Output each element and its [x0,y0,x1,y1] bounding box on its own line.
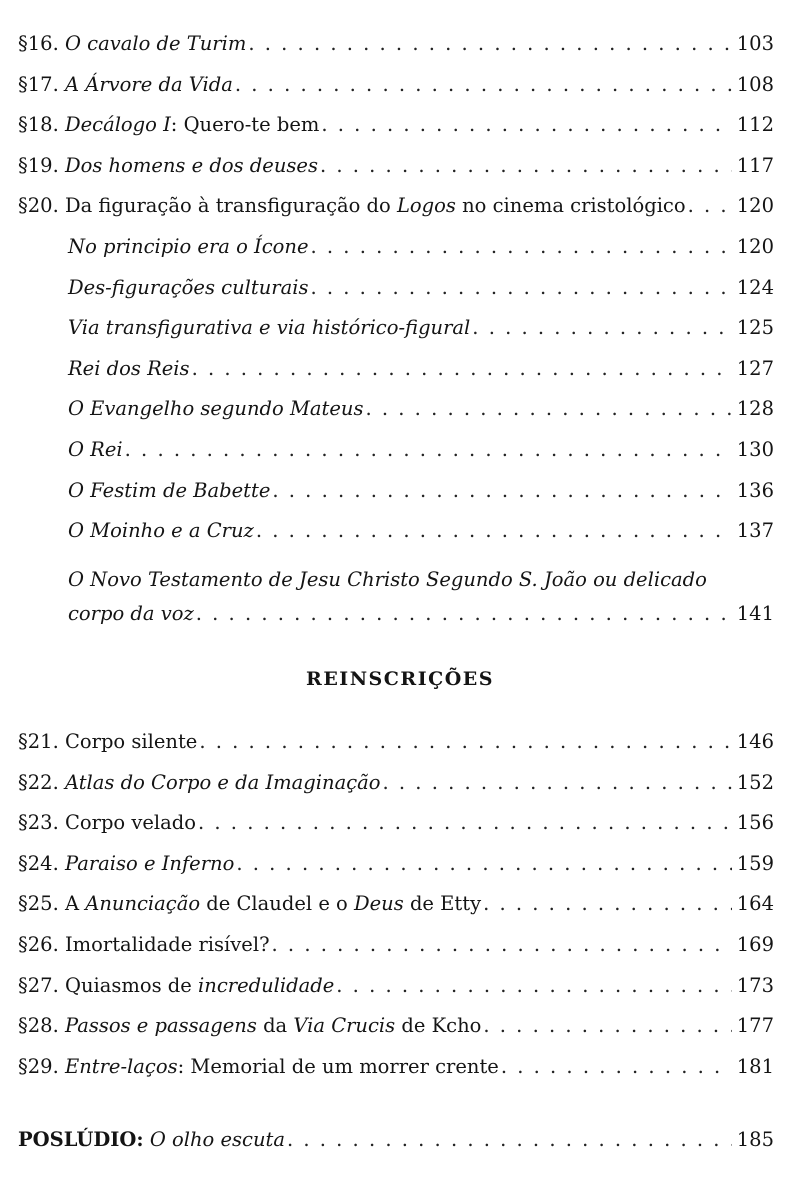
dot-leader [383,763,733,804]
title-segment: §28. [18,1014,65,1038]
toc-entry[interactable] [18,430,774,471]
toc-entry-title [18,146,318,187]
toc-entry-page: 159 [736,851,774,875]
dot-leader [310,268,732,309]
toc-entry-title [18,389,363,430]
dot-leader [196,596,732,632]
toc-entry-title [18,1120,285,1161]
toc-entry-page: 103 [736,32,774,55]
toc-entry[interactable] [18,471,774,512]
title-segment: : Memorial de um morrer crente [177,1054,499,1078]
title-segment: §16. [18,32,65,55]
toc-entry-page: 124 [736,275,774,299]
toc-entry[interactable] [18,803,774,844]
toc-entry-multiline[interactable] [18,564,774,632]
toc-entry-page: 117 [736,153,774,177]
toc-entry[interactable] [18,925,774,966]
toc-entry-page: 128 [736,397,774,421]
toc-entry-page: 137 [736,519,774,543]
toc-entry-page: 173 [736,973,774,997]
toc-entry-page: 181 [736,1054,774,1078]
postlude-label: POSLÚDIO: [18,1128,144,1151]
toc-entry-title [18,65,233,106]
title-italic-segment: Decálogo I [64,113,171,137]
title-segment: §18. [18,113,65,137]
dot-leader [272,471,732,512]
title-italic-segment: Logos [396,194,456,218]
toc-entry-title [18,844,234,885]
title-segment: §29. [18,1054,65,1078]
title-segment: da [256,1014,294,1038]
title-segment: §27. Quiasmos de [18,973,199,997]
toc-entry[interactable] [18,24,774,65]
title-italic-segment: Entre-laços [64,1054,178,1078]
dot-leader [472,308,732,349]
title-segment: §20. Da figuração à transfiguração do [18,194,397,218]
title-italic-segment: Via Crucis [293,1014,396,1038]
title-segment: de Kcho [395,1014,482,1038]
toc-entry-title [18,430,123,471]
toc-entry-title [18,966,334,1007]
title-italic-segment: Des-figurações culturais [68,275,309,299]
toc-entry-title [18,186,686,227]
title-italic-segment: Via transfigurativa e via histórico-figural [68,316,471,340]
toc-entry[interactable] [18,1047,774,1088]
title-segment: de Claudel e o [200,892,354,916]
toc-entry-title [18,105,319,146]
dot-leader [688,186,732,227]
toc-section-continued [18,24,774,552]
postlude-title: O olho escuta [149,1128,285,1151]
toc-entry-title [18,884,481,925]
title-italic-segment: Dos homens e dos deuses [64,153,318,177]
toc-entry[interactable] [18,146,774,187]
title-italic-segment: incredulidade [198,973,335,997]
title-segment: §22. [18,770,65,794]
toc-entry-title-line1: O Novo Testamento de Jesu Christo Segundo S. João ou delicado [68,568,707,591]
title-italic-segment: O Festim de Babette [68,478,271,502]
toc-entry[interactable] [18,722,774,763]
toc-entry-page: 185 [736,1128,774,1151]
dot-leader [336,966,732,1007]
title-segment: §17. [18,72,65,96]
title-italic-segment: O Rei [68,437,123,461]
toc-entry-page: 108 [736,72,774,96]
toc-entry[interactable] [18,884,774,925]
toc-entry-title [18,1047,499,1088]
dot-leader [501,1047,732,1088]
toc-entry-page: 141 [736,602,774,625]
title-italic-segment: Anunciação [85,892,201,916]
toc-entry-title [18,763,381,804]
toc-entry-page: 120 [736,194,774,218]
toc-entry-title [18,722,197,763]
dot-leader [235,65,732,106]
title-segment: §21. Corpo silente [18,730,198,753]
title-segment: §26. Imortalidade risível? [18,932,270,956]
dot-leader [483,884,732,925]
toc-entry[interactable] [18,105,774,146]
title-italic-segment: O Moinho e a Cruz [68,519,254,543]
toc-entry[interactable] [18,268,774,309]
dot-leader [287,1120,732,1161]
toc-entry[interactable] [18,65,774,106]
toc-entry-page: 164 [736,892,774,916]
toc-entry[interactable] [18,763,774,804]
toc-entry-title [18,268,308,309]
title-italic-segment: Rei dos Reis [68,356,190,380]
dot-leader [321,105,732,146]
toc-entry-page: 127 [736,356,774,380]
title-italic-segment: Deus [354,892,404,916]
toc-entry[interactable] [18,966,774,1007]
toc-entry-page: 136 [736,478,774,502]
dot-leader [256,511,732,552]
toc-entry-title [18,471,270,512]
toc-entry-title [18,349,190,390]
title-italic-segment: A Árvore da Vida [64,72,233,96]
toc-entry-title [18,24,246,65]
toc-entry-title [18,227,309,268]
toc-entry[interactable] [18,844,774,885]
dot-leader [365,389,732,430]
title-italic-segment: No principio era o Ícone [68,234,309,258]
dot-leader [199,722,732,763]
toc-entry[interactable] [18,186,774,227]
toc-entry[interactable] [18,349,774,390]
toc-entry-page: 156 [736,811,774,835]
dot-leader [272,925,732,966]
toc-entry-title [18,803,196,844]
title-segment: §23. Corpo velado [18,811,197,835]
toc-entry[interactable] [18,227,774,268]
dot-leader [311,227,732,268]
toc-entry-page: 125 [736,316,774,340]
toc-entry-page: 112 [736,113,774,137]
toc-entry-title [18,1006,481,1047]
title-italic-segment: Atlas do Corpo e da Imaginação [64,770,381,794]
dot-leader [248,24,732,65]
title-italic-segment: O Evangelho segundo Mateus [68,397,364,421]
title-segment: §24. [18,851,65,875]
title-italic-segment: O cavalo de Turim [64,32,247,55]
title-segment: de Etty [403,892,482,916]
toc-entry[interactable] [18,389,774,430]
title-italic-segment: Paraiso e Inferno [64,851,235,875]
toc-entry-postlude[interactable] [18,1120,774,1161]
toc-entry-title [18,511,254,552]
title-segment: : Quero-te bem [170,113,320,137]
toc-entry-page: 169 [736,932,774,956]
toc-entry-title [18,308,470,349]
section-heading: REINSCRIÇÕES [306,668,494,690]
toc-entry-page: 130 [736,437,774,461]
toc-entry[interactable] [18,1006,774,1047]
toc-entry-page: 152 [736,770,774,794]
title-segment: no cinema cristológico [455,194,686,218]
dot-leader [125,430,732,471]
toc-entry-page: 177 [736,1014,774,1038]
toc-entry-title [18,925,270,966]
dot-leader [198,803,732,844]
toc-entry-page: 146 [736,730,774,753]
dot-leader [320,146,732,187]
title-italic-segment: Passos e passagens [64,1014,257,1038]
toc-entry-title-line2: corpo da voz [68,602,194,625]
toc-entry[interactable] [18,511,774,552]
toc-section-reinscricoes [18,722,774,1087]
dot-leader [236,844,732,885]
title-segment: §19. [18,153,65,177]
title-segment: §25. A [18,892,86,916]
toc-entry-page: 120 [736,234,774,258]
dot-leader [483,1006,732,1047]
toc-entry[interactable] [18,308,774,349]
dot-leader [192,349,732,390]
